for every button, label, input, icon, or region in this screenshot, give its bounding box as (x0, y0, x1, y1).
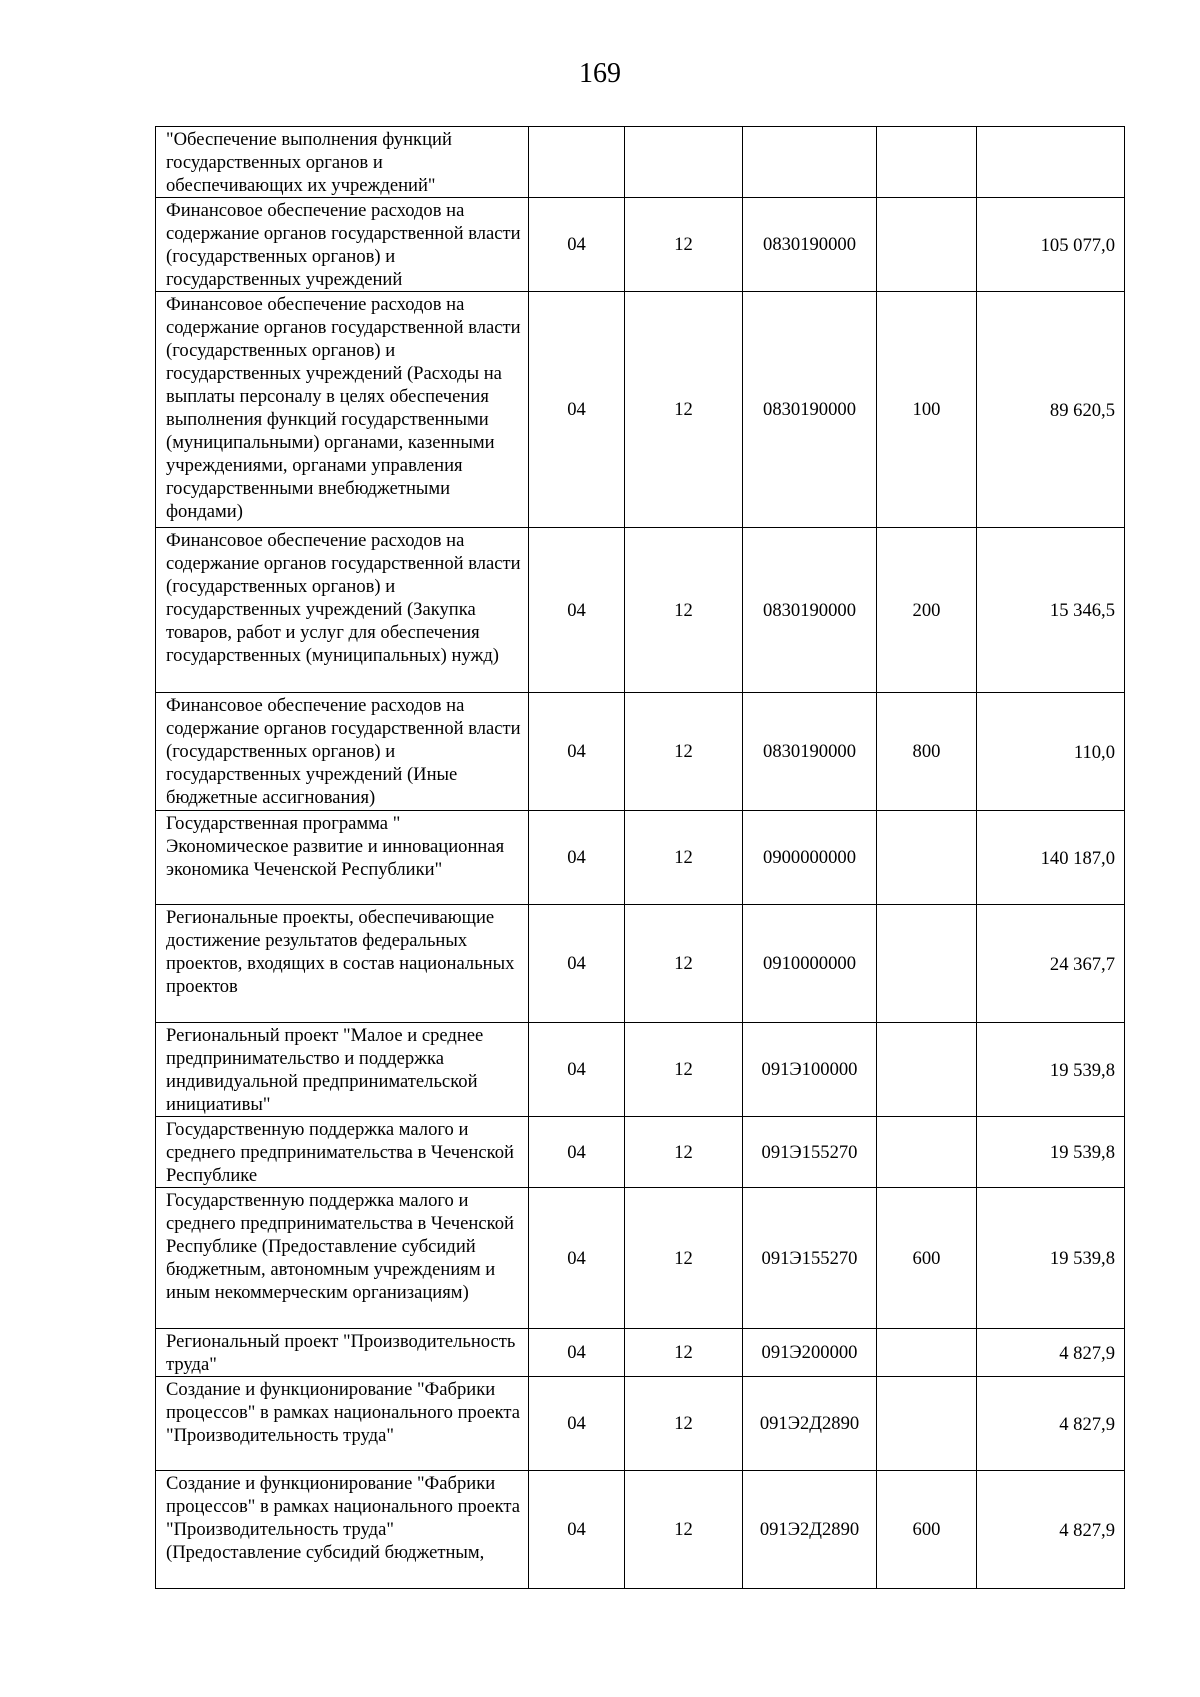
amount-cell: 24 367,7 (977, 905, 1125, 1023)
section-cell: 04 (529, 1117, 625, 1188)
section-cell: 04 (529, 198, 625, 292)
row-name-cell: Финансовое обеспечение расходов на содержание органов государственной власти (государственных органов) и государственных учреждений (Закупка товаров, работ и услуг для обеспечения государственных (муниципальных) нужд) (156, 528, 529, 693)
target-article-cell: 091Э2Д2890 (743, 1471, 877, 1589)
table-row (156, 292, 1125, 528)
amount-cell: 4 827,9 (977, 1329, 1125, 1377)
amount-cell: 4 827,9 (977, 1471, 1125, 1589)
target-article-cell: 091Э155270 (743, 1117, 877, 1188)
section-cell: 04 (529, 1329, 625, 1377)
expense-type-cell: 600 (877, 1188, 977, 1329)
table-row (156, 1377, 1125, 1471)
table-row (156, 1023, 1125, 1117)
row-name-cell: Государственную поддержка малого и среднего предпринимательства в Чеченской Республике (Предоставление субсидий бюджетным, автономным учреждениям и иным некоммерческим организациям) (156, 1188, 529, 1329)
amount-cell: 89 620,5 (977, 292, 1125, 528)
row-name-cell: Финансовое обеспечение расходов на содержание органов государственной власти (государственных органов) и государственных учреждений (156, 198, 529, 292)
target-article-cell: 0830190000 (743, 198, 877, 292)
section-cell: 04 (529, 1188, 625, 1329)
section-cell: 04 (529, 693, 625, 811)
row-name-cell: Финансовое обеспечение расходов на содержание органов государственной власти (государственных органов) и государственных учреждений (Расходы на выплаты персоналу в целях обеспечения выполнения функций государственными (муниципальными) органами, казенными учреждениями, органами управления государственными внебюджетными фондами) (156, 292, 529, 528)
amount-cell: 19 539,8 (977, 1023, 1125, 1117)
subsection-cell: 12 (625, 528, 743, 693)
budget-table (155, 126, 1125, 1589)
row-name-cell: Создание и функционирование "Фабрики процессов" в рамках национального проекта "Производительность труда" (156, 1377, 529, 1471)
subsection-cell: 12 (625, 1329, 743, 1377)
table-row (156, 198, 1125, 292)
expense-type-cell (877, 811, 977, 905)
expense-type-cell (877, 1329, 977, 1377)
amount-cell: 15 346,5 (977, 528, 1125, 693)
page-number: 169 (579, 58, 621, 89)
row-name-cell: Региональные проекты, обеспечивающие достижение результатов федеральных проектов, входящих в состав национальных проектов (156, 905, 529, 1023)
table-row (156, 693, 1125, 811)
target-article-cell: 091Э2Д2890 (743, 1377, 877, 1471)
amount-cell: 105 077,0 (977, 198, 1125, 292)
table-row (156, 528, 1125, 693)
section-cell: 04 (529, 528, 625, 693)
table-row (156, 1188, 1125, 1329)
expense-type-cell (877, 905, 977, 1023)
row-name-cell: Региональный проект "Малое и среднее предпринимательство и поддержка индивидуальной предпринимательской инициативы" (156, 1023, 529, 1117)
target-article-cell: 0910000000 (743, 905, 877, 1023)
section-cell: 04 (529, 811, 625, 905)
table-row (156, 811, 1125, 905)
amount-cell: 19 539,8 (977, 1188, 1125, 1329)
table-row (156, 1471, 1125, 1589)
subsection-cell: 12 (625, 1188, 743, 1329)
subsection-cell: 12 (625, 905, 743, 1023)
subsection-cell: 12 (625, 292, 743, 528)
expense-type-cell: 800 (877, 693, 977, 811)
row-name-cell: Создание и функционирование "Фабрики процессов" в рамках национального проекта "Производительность труда" (Предоставление субсидий бюджетным, (156, 1471, 529, 1589)
amount-cell (977, 127, 1125, 198)
subsection-cell: 12 (625, 811, 743, 905)
section-cell: 04 (529, 905, 625, 1023)
row-name-cell: Финансовое обеспечение расходов на содержание органов государственной власти (государственных органов) и государственных учреждений (Иные бюджетные ассигнования) (156, 693, 529, 811)
expense-type-cell (877, 1117, 977, 1188)
subsection-cell: 12 (625, 693, 743, 811)
section-cell: 04 (529, 1023, 625, 1117)
expense-type-cell (877, 1377, 977, 1471)
amount-cell: 140 187,0 (977, 811, 1125, 905)
expense-type-cell: 600 (877, 1471, 977, 1589)
row-name-cell: "Обеспечение выполнения функций государственных органов и обеспечивающих их учреждений" (156, 127, 529, 198)
table-row (156, 1117, 1125, 1188)
section-cell: 04 (529, 1377, 625, 1471)
expense-type-cell: 100 (877, 292, 977, 528)
target-article-cell: 0830190000 (743, 292, 877, 528)
row-name-cell: Государственная программа " Экономическое развитие и инновационная экономика Чеченской Республики" (156, 811, 529, 905)
section-cell: 04 (529, 292, 625, 528)
expense-type-cell (877, 1023, 977, 1117)
subsection-cell (625, 127, 743, 198)
target-article-cell: 091Э200000 (743, 1329, 877, 1377)
subsection-cell: 12 (625, 198, 743, 292)
subsection-cell: 12 (625, 1471, 743, 1589)
subsection-cell: 12 (625, 1377, 743, 1471)
subsection-cell: 12 (625, 1117, 743, 1188)
expense-type-cell: 200 (877, 528, 977, 693)
target-article-cell: 091Э100000 (743, 1023, 877, 1117)
section-cell: 04 (529, 1471, 625, 1589)
table-row (156, 1329, 1125, 1377)
amount-cell: 4 827,9 (977, 1377, 1125, 1471)
row-name-cell: Государственную поддержка малого и среднего предпринимательства в Чеченской Республике (156, 1117, 529, 1188)
target-article-cell: 091Э155270 (743, 1188, 877, 1329)
subsection-cell: 12 (625, 1023, 743, 1117)
row-name-cell: Региональный проект "Производительность труда" (156, 1329, 529, 1377)
table-row (156, 127, 1125, 198)
amount-cell: 110,0 (977, 693, 1125, 811)
target-article-cell: 0830190000 (743, 528, 877, 693)
expense-type-cell (877, 127, 977, 198)
target-article-cell: 0900000000 (743, 811, 877, 905)
amount-cell: 19 539,8 (977, 1117, 1125, 1188)
table-row (156, 905, 1125, 1023)
target-article-cell: 0830190000 (743, 693, 877, 811)
target-article-cell (743, 127, 877, 198)
expense-type-cell (877, 198, 977, 292)
section-cell (529, 127, 625, 198)
